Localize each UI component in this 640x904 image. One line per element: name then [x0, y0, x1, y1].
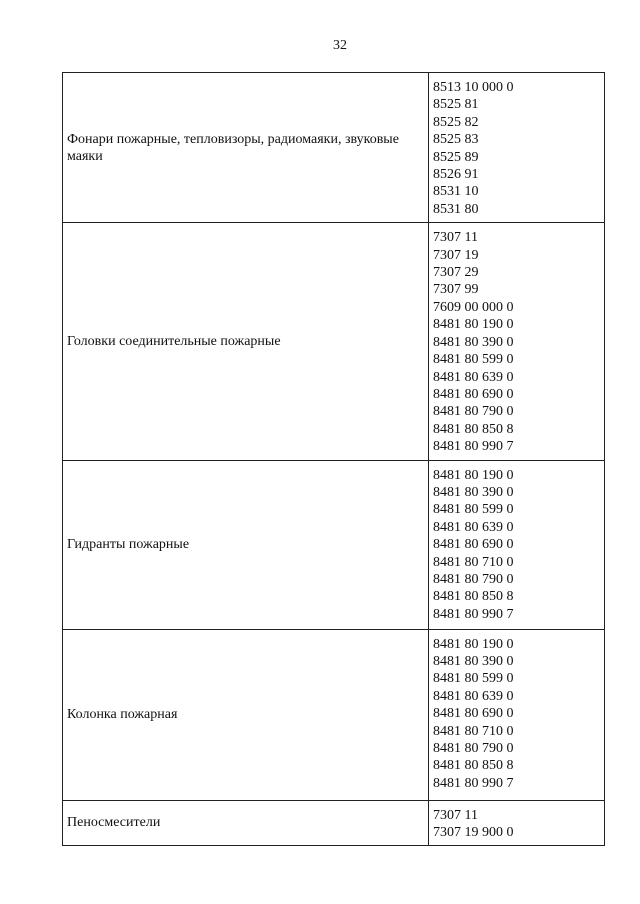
code-item: 7307 19 [433, 247, 479, 263]
code-list [429, 73, 605, 223]
code-item: 7307 29 [433, 265, 479, 281]
table-row [63, 800, 605, 846]
code-item: 8481 80 190 0 [433, 317, 514, 333]
table-row [63, 629, 605, 800]
code-item: 8525 89 [433, 149, 479, 165]
code-item: 7307 99 [433, 282, 479, 298]
page-number: 32 [333, 38, 347, 53]
code-list [429, 629, 605, 800]
code-item: 7307 11 [433, 230, 478, 246]
product-name: Колонка пожарная [63, 629, 429, 800]
code-item: 8531 80 [433, 201, 479, 217]
code-item: 8481 80 990 7 [433, 775, 514, 791]
product-name: Фонари пожарные, тепловизоры, радиомаяки, звуковые маяки [63, 73, 429, 223]
code-item: 8481 80 190 0 [433, 467, 514, 483]
code-item: 7307 19 900 0 [433, 824, 514, 840]
code-list [429, 460, 605, 629]
code-item: 8481 80 599 0 [433, 502, 514, 518]
code-item: 8481 80 390 0 [433, 334, 514, 350]
code-item: 8481 80 850 8 [433, 589, 514, 605]
code-item: 8481 80 599 0 [433, 671, 514, 687]
code-item: 8481 80 639 0 [433, 519, 514, 535]
code-item: 8481 80 790 0 [433, 404, 514, 420]
code-item: 8481 80 639 0 [433, 688, 514, 704]
code-item: 8481 80 710 0 [433, 723, 514, 739]
table-row [63, 73, 605, 223]
table-row [63, 223, 605, 460]
code-item: 8481 80 990 7 [433, 606, 514, 622]
code-list [429, 223, 605, 460]
code-item: 8481 80 190 0 [433, 636, 514, 652]
code-item: 8481 80 850 8 [433, 421, 514, 437]
product-name: Пеносмесители [63, 800, 429, 846]
product-name: Головки соединительные пожарные [63, 223, 429, 460]
code-item: 8481 80 639 0 [433, 369, 514, 385]
code-item: 8525 82 [433, 114, 479, 130]
code-item: 8481 80 710 0 [433, 554, 514, 570]
code-list [429, 800, 605, 846]
code-item: 7609 00 000 0 [433, 299, 514, 315]
code-item: 8513 10 000 0 [433, 80, 514, 95]
code-item: 7307 11 [433, 807, 478, 823]
code-item: 8525 81 [433, 97, 479, 113]
code-item: 8481 80 690 0 [433, 386, 514, 402]
code-item: 8481 80 790 0 [433, 571, 514, 587]
code-item: 8481 80 690 0 [433, 537, 514, 553]
product-name: Гидранты пожарные [63, 460, 429, 629]
code-item: 8481 80 990 7 [433, 439, 514, 455]
code-item: 8481 80 390 0 [433, 484, 514, 500]
code-item: 8481 80 390 0 [433, 653, 514, 669]
code-item: 8481 80 790 0 [433, 740, 514, 756]
code-item: 8481 80 690 0 [433, 706, 514, 722]
code-item: 8531 10 [433, 184, 479, 200]
code-item: 8481 80 850 8 [433, 758, 514, 774]
product-codes-table [62, 72, 605, 846]
code-item: 8526 91 [433, 167, 479, 183]
code-item: 8481 80 599 0 [433, 352, 514, 368]
code-item: 8525 83 [433, 132, 479, 148]
table-row [63, 460, 605, 629]
